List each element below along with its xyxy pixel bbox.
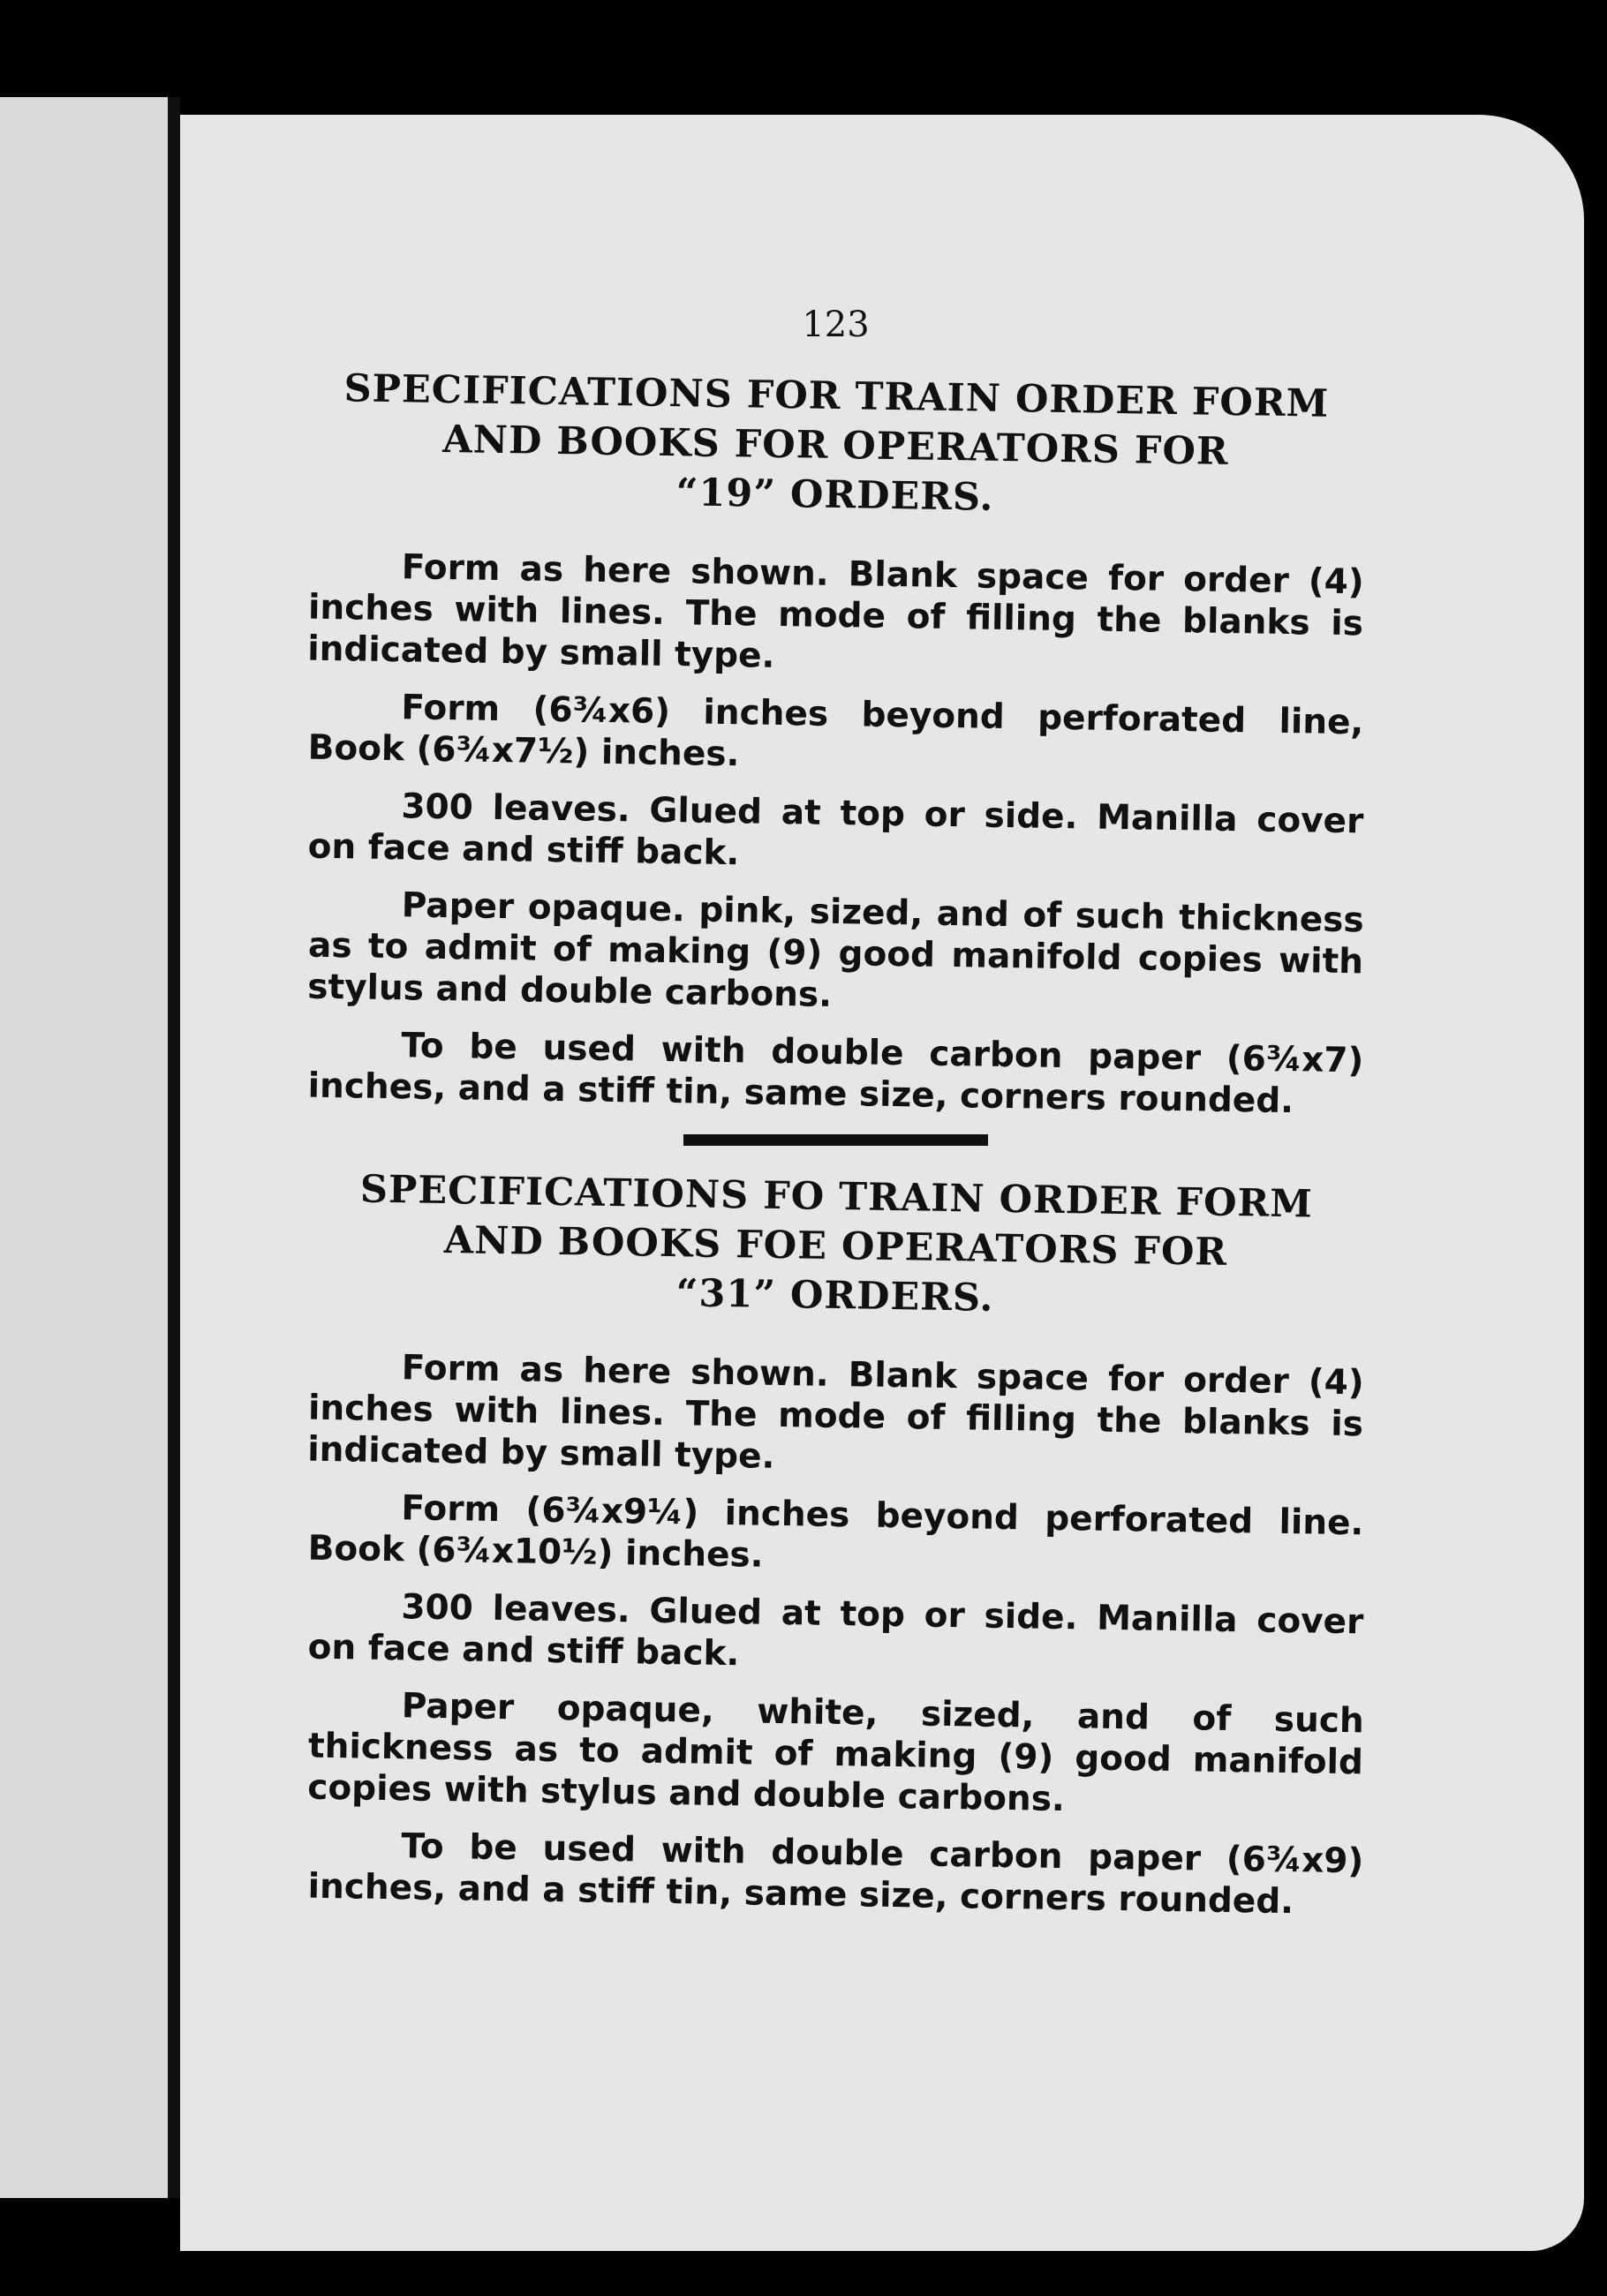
section-1-heading-line: AND BOOKS FOR OPERATORS FOR xyxy=(441,418,1229,474)
section-2-paragraph: Form as here shown. Blank space for order (4) inches with lines. The mode of filling the blanks is indicated by small type. xyxy=(306,1348,1365,1477)
section-1-heading xyxy=(307,364,1364,529)
section-1-paragraph: Form as here shown. Blank space for order (4) inches with lines. The mode of filling the blanks is indicated by small type. xyxy=(306,547,1365,676)
section-1-heading-line: SPECIFICATIONS FOR TRAIN ORDER FORM xyxy=(343,366,1330,426)
section-1-heading-line: “19” ORDERS. xyxy=(675,470,994,520)
section-divider-rule xyxy=(683,1134,988,1146)
section-1-paragraph: Paper opaque. pink, sized, and of such thickness as to admit of making (9) good manifold copies with stylus and double carbons. xyxy=(306,885,1365,1015)
section-2-heading-line: SPECIFICATIONS FO TRAIN ORDER FORM xyxy=(359,1167,1314,1227)
section-2-heading-line: AND BOOKS FOE OPERATORS FOR xyxy=(443,1218,1228,1275)
book-page xyxy=(180,115,1584,2251)
page-content xyxy=(308,305,1363,1931)
page-number: 123 xyxy=(802,305,870,345)
section-2-heading-line: “31” ORDERS. xyxy=(675,1271,994,1321)
section-2-paragraph: Paper opaque, white, sized, and of such thickness as to admit of making (9) good manifold copies with stylus and double carbons. xyxy=(306,1686,1365,1820)
section-2-paragraph: To be used with double carbon paper (6¾x9) inches, and a stiff tin, same size, corners rounded. xyxy=(307,1826,1364,1923)
section-2-paragraph: Form (6¾x9¼) inches beyond perforated line. Book (6¾x10½) inches. xyxy=(307,1488,1364,1576)
section-1-paragraph: 300 leaves. Glued at top or side. Manilla cover on face and stiff back. xyxy=(307,787,1364,874)
section-1-paragraph: Form (6¾x6) inches beyond perforated line, Book (6¾x7½) inches. xyxy=(307,688,1364,775)
section-2-paragraph: 300 leaves. Glued at top or side. Manilla cover on face and stiff back. xyxy=(307,1587,1364,1675)
book-spine xyxy=(168,97,180,2198)
section-1-paragraph: To be used with double carbon paper (6¾x7) inches, and a stiff tin, same size, corners rounded. xyxy=(307,1026,1364,1122)
section-2-heading xyxy=(307,1164,1364,1329)
facing-page-edge xyxy=(0,97,168,2198)
